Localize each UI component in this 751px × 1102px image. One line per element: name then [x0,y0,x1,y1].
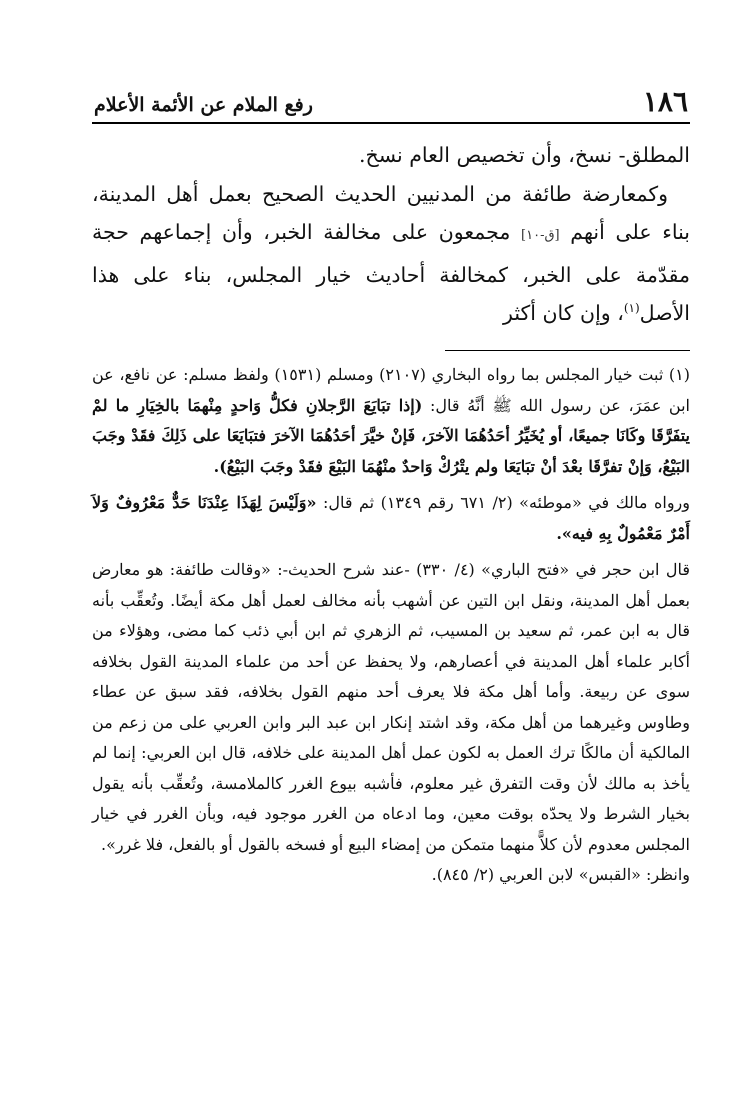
main-text [92,136,690,333]
footnote-separator [445,350,690,351]
paragraph-1 [92,136,690,175]
page-header [92,84,690,124]
footnote-1-hadith: (إذا تبَايَعَ الرَّجلانِ فكلُّ وَاحدٍ مِنْهمَا بالخِيَارِ ما لمْ يتفَرَّقَا وكَانَا جميعًا، أو يُخَيِّرُ أحَدُهُمَا الآخرَ، فَإنْ خيَّرَ أحَدُهُمَا الآخرَ فتبَايَعَا على ذَلِكَ فقَدْ وجَبَ البَيْعُ، وَإنْ تفرَّقَا بعْدَ أنْ تبَايَعَا ولم يتْرُكْ وَاحدٌ منْهُمَا البَيْعَ فقَدْ وجَبَ البَيْعُ). [92,395,690,476]
paragraph-2-part-a: وكمعارضة طائفة من المدنيين الحديث الصحيح بعمل أهل المدينة، بناء على أنهم [92,181,690,244]
footnote-ref-1[interactable]: (١) [623,301,640,316]
footnote-muwatta-quote: «وَلَيْسَ لِهَذَا عِنْدَنَا حَدٌّ مَعْرُوفٌ وَلاَ أَمْرٌ مَعْمُولٌ بِهِ فيه». [92,493,690,543]
footnote-see-also: وانظر: «القبس» لابن العربي (٢/ ٨٤٥). [431,865,690,884]
paragraph-2 [92,175,690,333]
paragraph-1-text: المطلق- نسخ، وأن تخصيص العام نسخ. [358,143,690,167]
footnote-muwatta [92,488,690,549]
running-title: رفع الملام عن الأئمة الأعلام [94,94,313,116]
page-number: ١٨٦ [642,85,688,118]
header-rule [92,122,690,124]
paragraph-2-part-b: مجمعون على مخالفة الخبر، وأن إجماعهم حجة مقدّمة على الخبر، كمخالفة أحاديث خيار المجلس، بناء على هذا الأصل [92,220,690,325]
footnote-1-intro: (١) ثبت خيار المجلس بما رواه البخاري (٢١٠٧) ومسلم (١٥٣١) ولفظ مسلم: عن نافع، عن ابن عمَرَ، عن رسول الله ﷺ أنَّهُ قال: [92,365,691,415]
manuscript-marker: [ق-١٠] [521,228,560,243]
footnotes [92,360,690,891]
footnote-muwatta-intro: ورواه مالك في «موطئه» (٢/ ٦٧١ رقم ١٣٤٩) ثم قال: [322,493,690,512]
footnote-fath-albari: قال ابن حجر في «فتح الباري» (٤/ ٣٣٠) -عند شرح الحديث-: «وقالت طائفة: هو معارض بعمل أهل المدينة، ونقل ابن التين عن أشهب بأنه مخالف لعمل أهل مكة أيضًا. وتُعقِّب بأنه قال به ابن عمر، ثم سعيد بن المسيب، ثم الزهري ثم ابن أبي ذئب كما مضى، وهؤلاء من أكابر علماء أهل المدينة في أعصارهم، ولا يحفظ عن أحد من علماء المدينة القول بخلافه سوى عن ربيعة. وأما أهل مكة فلا يعرف أحد منهم القول بخلافه، فقد سبق عن عطاء وطاوس وغيرهما من أهل مكة، وقد اشتد إنكار ابن عبد البر وابن العربي على من زعم من المالكية أن مالكًا ترك العمل به لكون عمل أهل المدينة على خلافه، قال ابن العربي: إنما لم يأخذ به مالك لأن وقت التفرق غير معلوم، فأشبه بيوع الغرر كالملامسة، وتُعقِّب بأنه يقول بخيار الشرط ولا يحدّه بوقت معين، وما ادعاه من الغرر موجود فيه، وبأن الغرر في خيار المجلس معدوم لأن كلاًّ منهما متمكن من إمضاء البيع أو فسخه بالقول أو بالفعل، فلا غرر». [92,560,691,854]
paragraph-2-part-c: ، وإن كان أكثر [503,301,624,325]
footnote-1 [92,360,690,482]
